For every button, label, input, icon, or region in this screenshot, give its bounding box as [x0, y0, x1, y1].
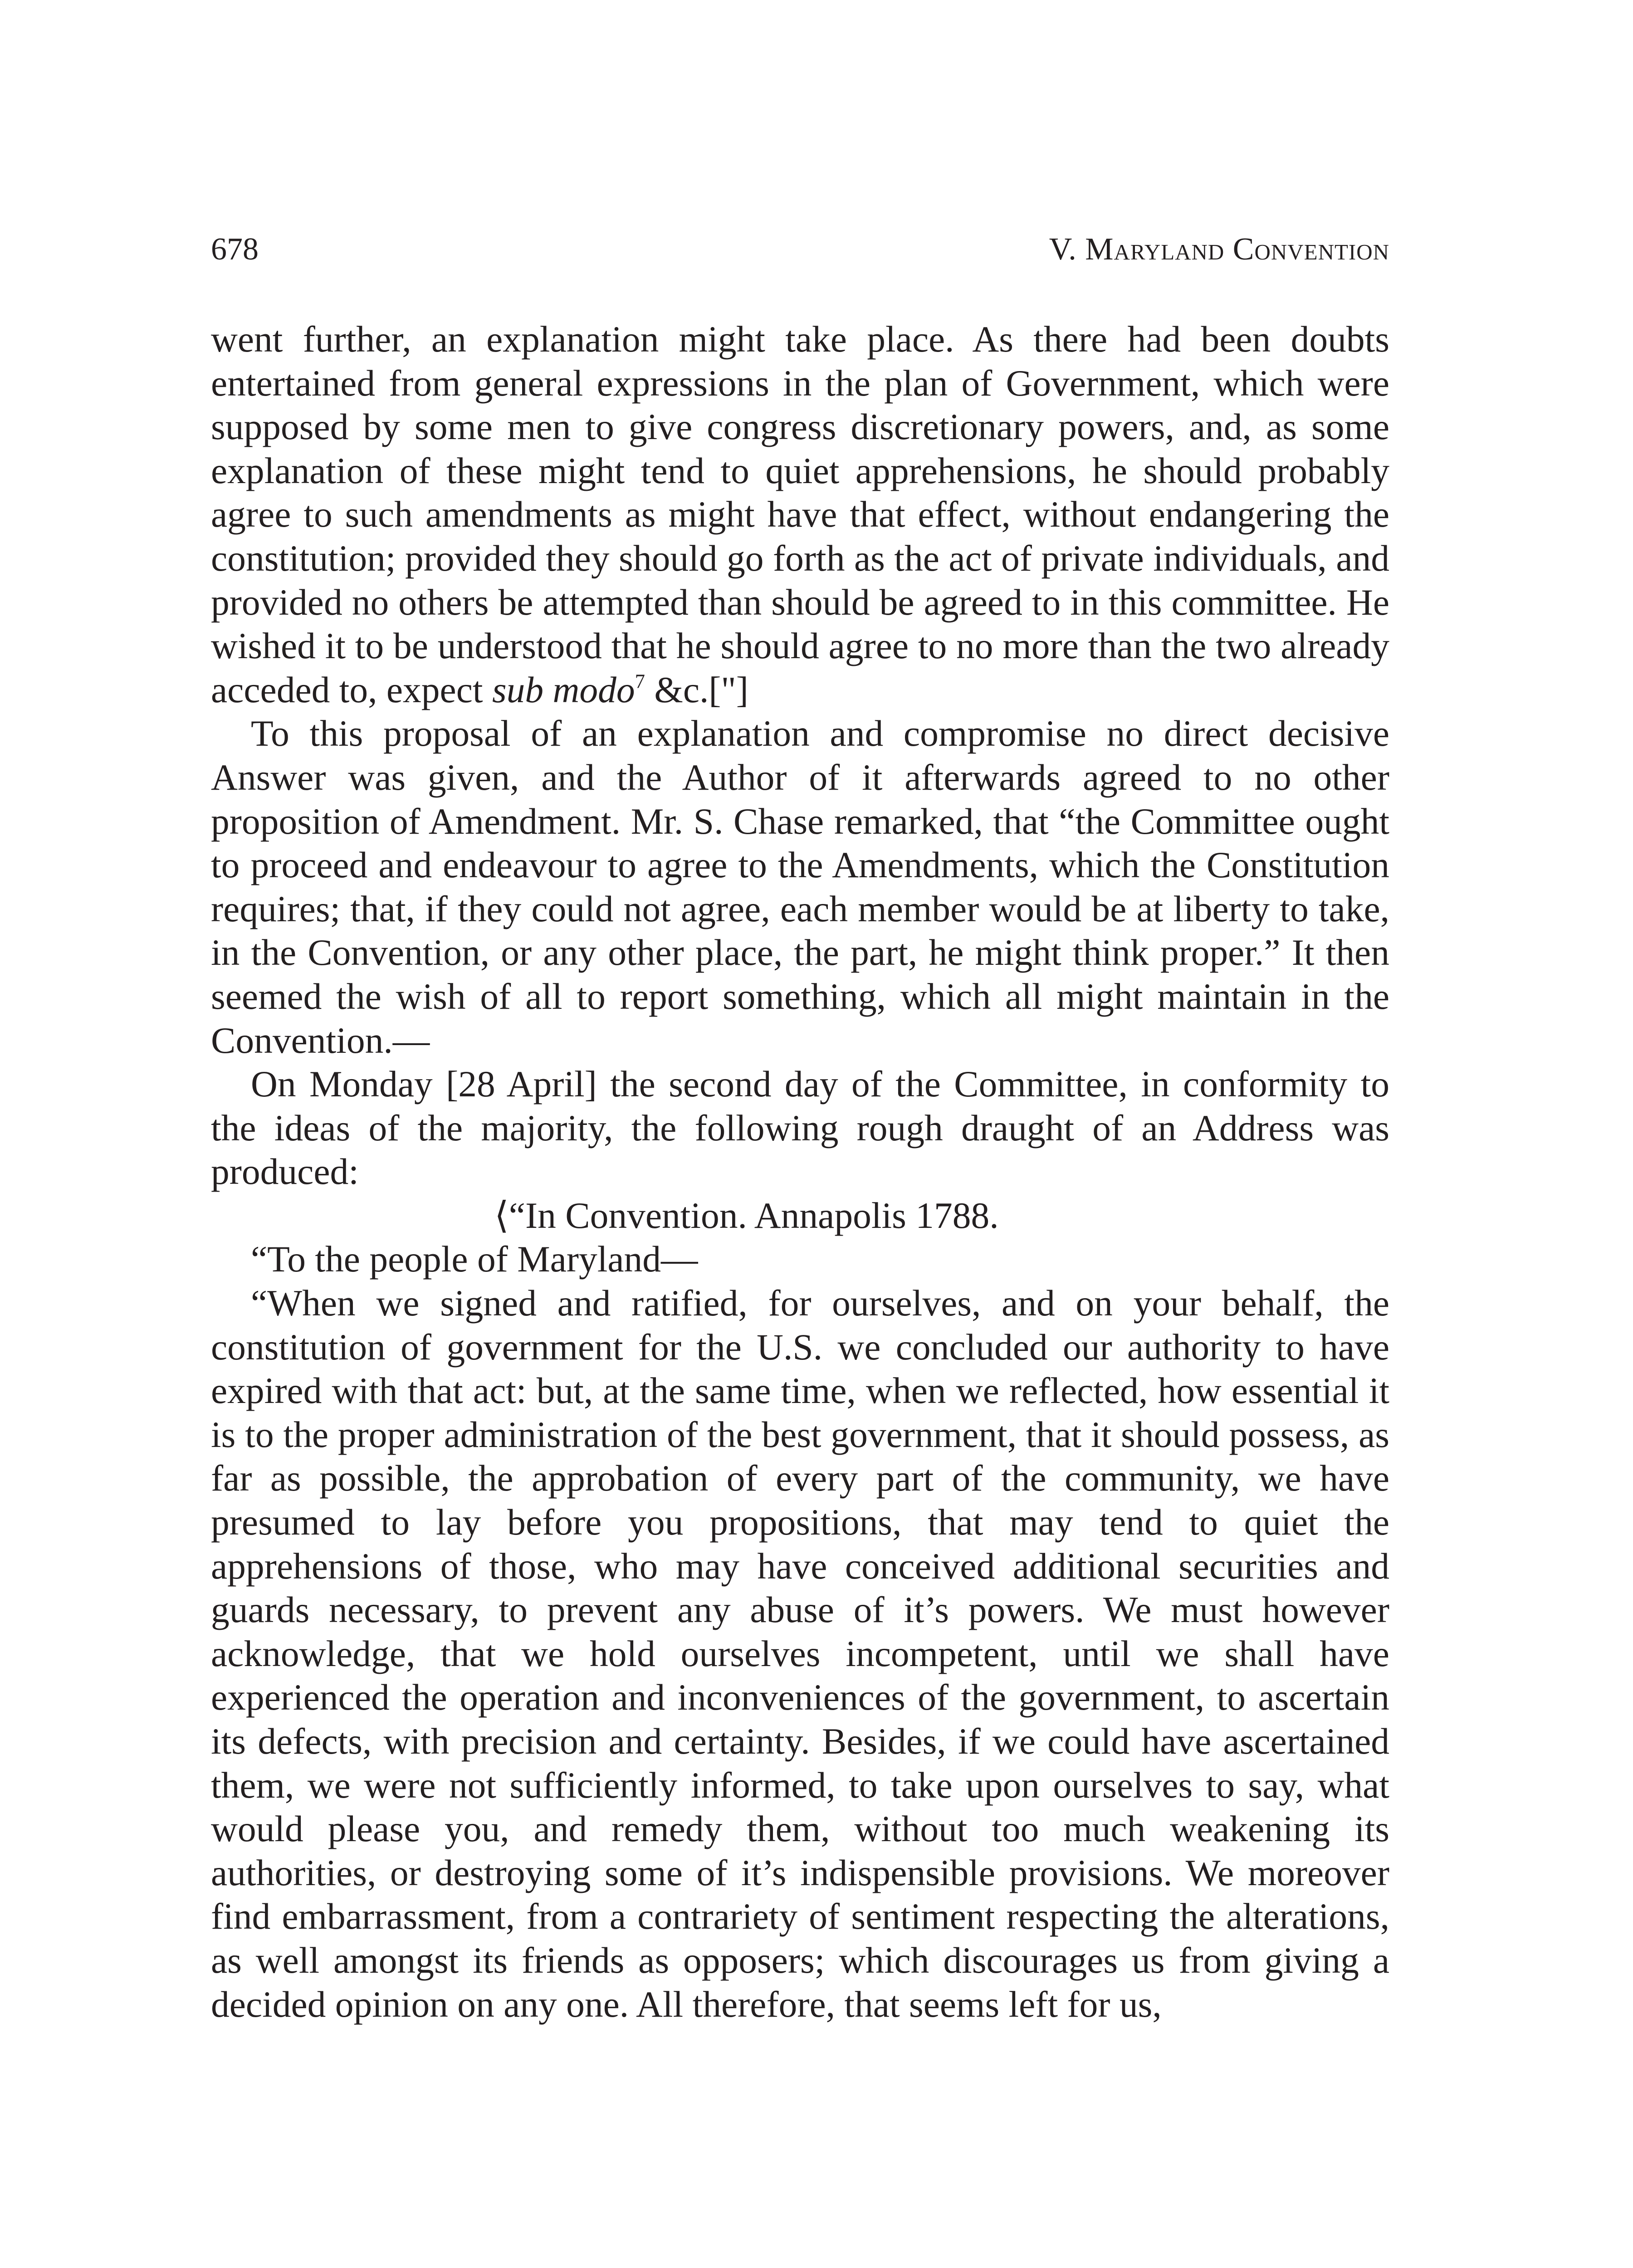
- paragraph-monday-committee: On Monday [28 April] the second day of the Committee, in conformity to the ideas of the majority, the following rough draught of an Address was produced:: [211, 1063, 1389, 1193]
- paragraph-continuation: [211, 318, 1389, 712]
- body-text: [211, 318, 1389, 2026]
- paragraph-text: went further, an explanation might take place. As there had been doubts entertained from general expressions in the plan of Government, which were supposed by some men to give congress discretionary powers, and, as some explanation of these might tend to quiet apprehensions, he should probably agree to such amendments as might have that effect, without endangering the constitution; provided they should go forth as the act of private individuals, and provided no others be attempted than should be agreed to in this committee. He wished it to be understood that he should agree to no more than the two already acceded to, expect: [211, 318, 1389, 710]
- paragraph-tail: &c.["]: [645, 669, 748, 710]
- italic-phrase: sub modo: [492, 669, 635, 710]
- paragraph-proposal-response: To this proposal of an explanation and compromise no direct decisive Answer was given, and the Author of it afterwards agreed to no other proposition of Amendment. Mr. S. Chase remarked, that “the Committee ought to proceed and endeavour to agree to the Amendments, which the Constitution requires; that, if they could not agree, each member would be at liberty to take, in the Convention, or any other place, the part, he might think proper.” It then seemed the wish of all to report something, which all might maintain in the Convention.—: [211, 713, 1389, 1061]
- running-head: V. Maryland Convention: [1049, 232, 1389, 267]
- footnote-marker[interactable]: 7: [635, 670, 645, 693]
- page-number: 678: [211, 232, 259, 267]
- address-heading: ⟨“In Convention. Annapolis 1788.: [494, 1194, 999, 1236]
- address-body: “When we signed and ratified, for ourselves, and on your behalf, the constitution of government for the U.S. we concluded our authority to have expired with that act: but, at the same time, when we reflected, how essential it is to the proper administration of the best government, that it should possess, as far as possible, the approbation of every part of the community, we have presumed to lay before you propositions, that may tend to quiet the apprehensions of those, who may have conceived additional securities and guards necessary, to prevent any abuse of it’s powers. We must however acknowledge, that we hold ourselves incompetent, until we shall have experienced the operation and inconveniences of the government, to ascertain its defects, with precision and certainty. Besides, if we could have ascertained them, we were not sufficiently informed, to take upon ourselves to say, what would please you, and remedy them, without too much weakening its authorities, or destroying some of it’s indispensible provisions. We moreover find embarrassment, from a contrariety of sentiment respecting the alterations, as well amongst its friends as opposers; which discourages us from giving a decided opinion on any one. All therefore, that seems left for us,: [211, 1282, 1389, 2025]
- page-header: [211, 229, 1389, 270]
- address-salutation: “To the people of Maryland—: [251, 1238, 698, 1280]
